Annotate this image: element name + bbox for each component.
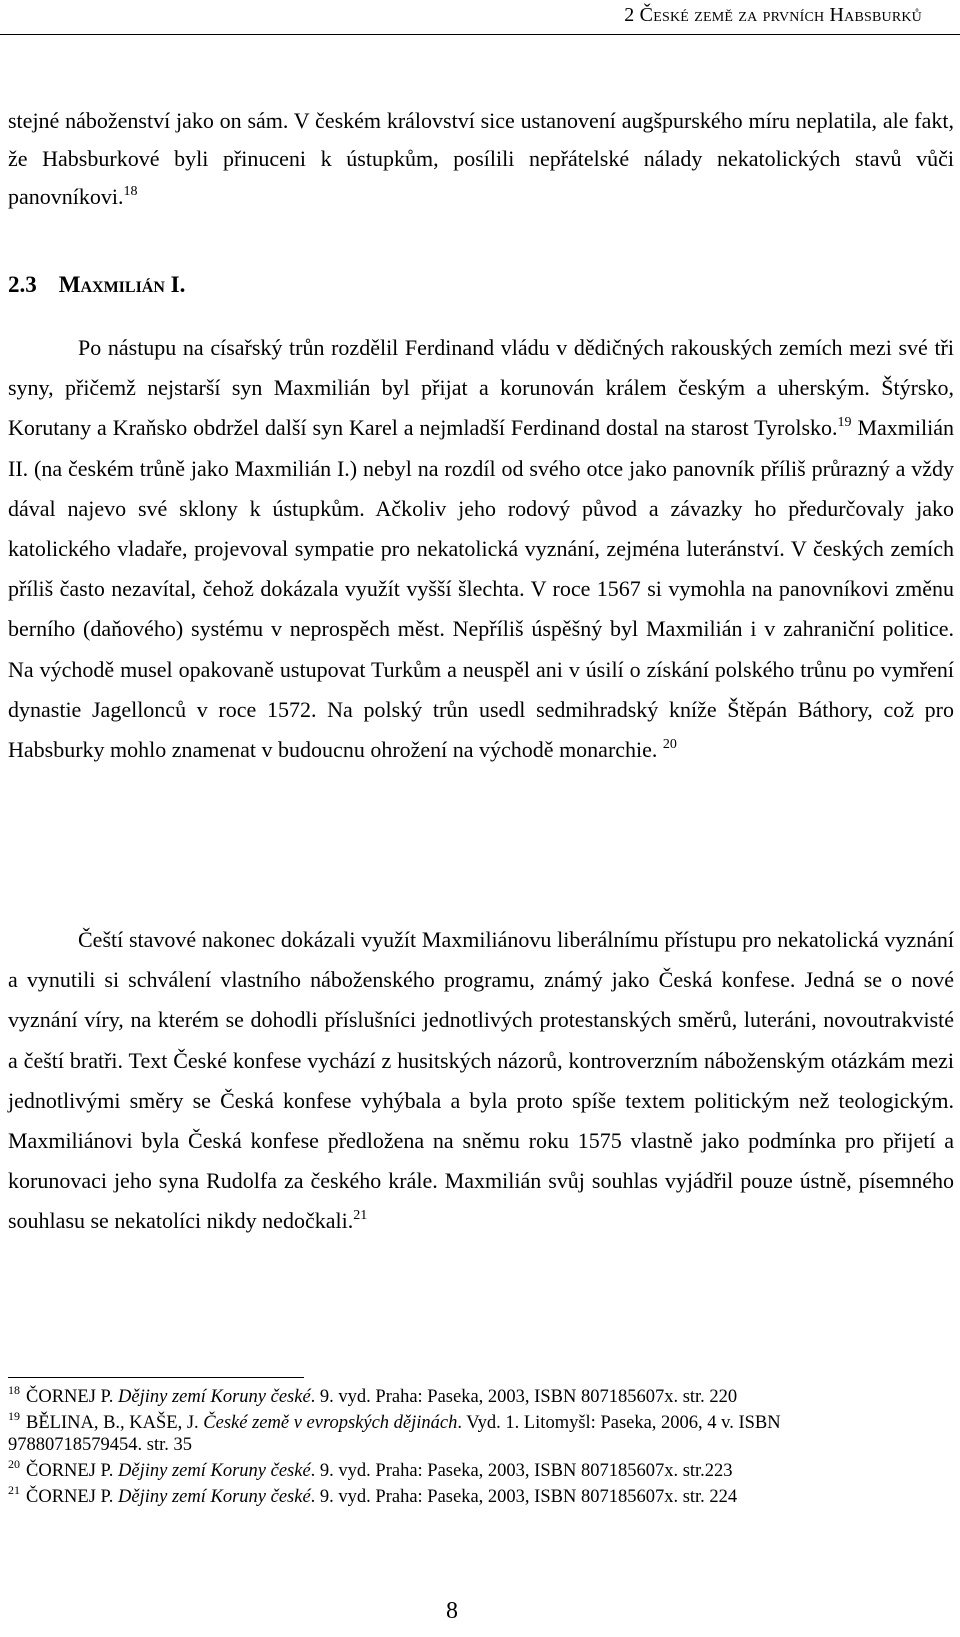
chapter-number: 2 bbox=[624, 4, 635, 26]
running-header bbox=[624, 4, 922, 27]
footnote-ref-21[interactable]: 21 bbox=[353, 1208, 368, 1224]
paragraph-2-text: Čeští stavové nakonec dokázali využít Maxmiliánovu liberálnímu přístupu pro nekatolická vyznání a vynutili si schválení vlastního náboženského programu, známý jako Česká konfese. Jedná se o nové vyznání víry, na kterém se dohodli příslušníci jednotlivých protestanských směrů, luteráni, novoutrakvisté a čeští bratři. Text České konfese vychází z husitských názorů, kontroverzním náboženským otázkám mezi jednotlivými směry se Česká konfese vyhýbala a byla proto spíše textem politickým než teologickým. Maxmiliánovi byla Česká konfese předložena na sněmu roku 1575 vlastně jako podmínka pro přijetí a korunovaci jeho syna Rudolfa za českého krále. Maxmilián svůj souhlas vyjádřil pouze ústně, písemného souhlasu se nekatolíci nikdy nedočkali. bbox=[8, 927, 954, 1234]
footnotes bbox=[8, 1383, 908, 1512]
footnote-author: BĚLINA, B., KAŠE, J. bbox=[26, 1413, 204, 1433]
footnote-mark: 18 bbox=[8, 1383, 20, 1397]
footnote-details: . 9. vyd. Praha: Paseka, 2003, ISBN 807185607x. str.223 bbox=[310, 1461, 733, 1481]
footnote-book-title: Dějiny zemí Koruny české bbox=[118, 1461, 311, 1481]
footnote-mark: 19 bbox=[8, 1409, 20, 1423]
section-heading bbox=[8, 272, 185, 298]
footnote-details: . Vyd. 1. Litomyšl: Paseka, 2006, 4 v. ISBN 97880718579454. str. 35 bbox=[8, 1413, 781, 1455]
footnote-ref-19[interactable]: 19 bbox=[837, 415, 852, 431]
footnote-mark: 21 bbox=[8, 1483, 20, 1497]
footnote-separator bbox=[8, 1377, 304, 1378]
paragraph-1-part-2: Maxmilián II. (na českém trůně jako Maxmilián I.) nebyl na rozdíl od svého otce jako panovník příliš průrazný a vždy dával najevo své sklony k ústupkům. Ačkoliv jeho rodový původ a závazky ho předurčovaly jako katolického vladaře, projevoval sympatie pro nekatolická vyznání, zejména luteránství. V českých zemích příliš často nezavítal, čehož dokázala využít vyšší šlechta. V roce 1567 si vymohla na panovníkovi změnu berního (daňového) systému v neprospěch měst. Nepříliš úspěšný byl Maxmilián i v zahraniční politice. Na východě musel opakovaně ustupovat Turkům a neuspěl ani v úsilí o získání polského trůnu po vymření dynastie Jagellonců v roce 1572. Na polský trůn usedl sedmihradský kníže Štěpán Báthory, což pro Habsburky mohlo znamenat v budoucnu ohrožení na východě monarchie. bbox=[8, 415, 954, 763]
footnote-book-title: České země v evropských dějinách bbox=[203, 1413, 458, 1433]
footnote-mark: 20 bbox=[8, 1457, 20, 1471]
footnote-details: . 9. vyd. Praha: Paseka, 2003, ISBN 807185607x. str. 220 bbox=[310, 1387, 738, 1407]
footnote-19 bbox=[8, 1409, 908, 1456]
section-number: 2.3 bbox=[8, 272, 37, 297]
paragraph-1 bbox=[8, 328, 954, 770]
footnote-book-title: Dějiny zemí Koruny české bbox=[118, 1387, 311, 1407]
footnote-details: . 9. vyd. Praha: Paseka, 2003, ISBN 807185607x. str. 224 bbox=[310, 1487, 738, 1507]
footnote-ref-18[interactable]: 18 bbox=[123, 184, 138, 199]
footnote-18 bbox=[8, 1383, 908, 1408]
header-rule bbox=[0, 34, 960, 35]
chapter-title: České země za prvních Habsburků bbox=[639, 4, 922, 26]
footnote-author: ČORNEJ P. bbox=[26, 1387, 119, 1407]
footnote-author: ČORNEJ P. bbox=[26, 1461, 119, 1481]
footnote-ref-20[interactable]: 20 bbox=[662, 737, 677, 753]
page-number: 8 bbox=[446, 1598, 458, 1624]
footnote-20 bbox=[8, 1457, 908, 1482]
footnote-author: ČORNEJ P. bbox=[26, 1487, 119, 1507]
section-title: Maxmilián I. bbox=[58, 272, 186, 297]
intro-paragraph bbox=[8, 102, 954, 216]
intro-text: stejné náboženství jako on sám. V českém království sice ustanovení augšpurského míru neplatila, ale fakt, že Habsburkové byli přinuceni k ústupkům, posílili nepřátelské nálady nekatolických stavů vůči panovníkovi. bbox=[8, 108, 954, 209]
footnote-21 bbox=[8, 1483, 908, 1508]
paragraph-2 bbox=[8, 920, 954, 1242]
paragraph-1-part-1: Po nástupu na císařský trůn rozdělil Ferdinand vládu v dědičných rakouských zemích mezi své tři syny, přičemž nejstarší syn Maxmilián byl přijat a korunován králem českým a uherským. Štýrsko, Korutany a Kraňsko obdržel další syn Karel a nejmladší Ferdinand dostal na starost Tyrolsko. bbox=[8, 335, 954, 441]
footnote-book-title: Dějiny zemí Koruny české bbox=[118, 1487, 311, 1507]
